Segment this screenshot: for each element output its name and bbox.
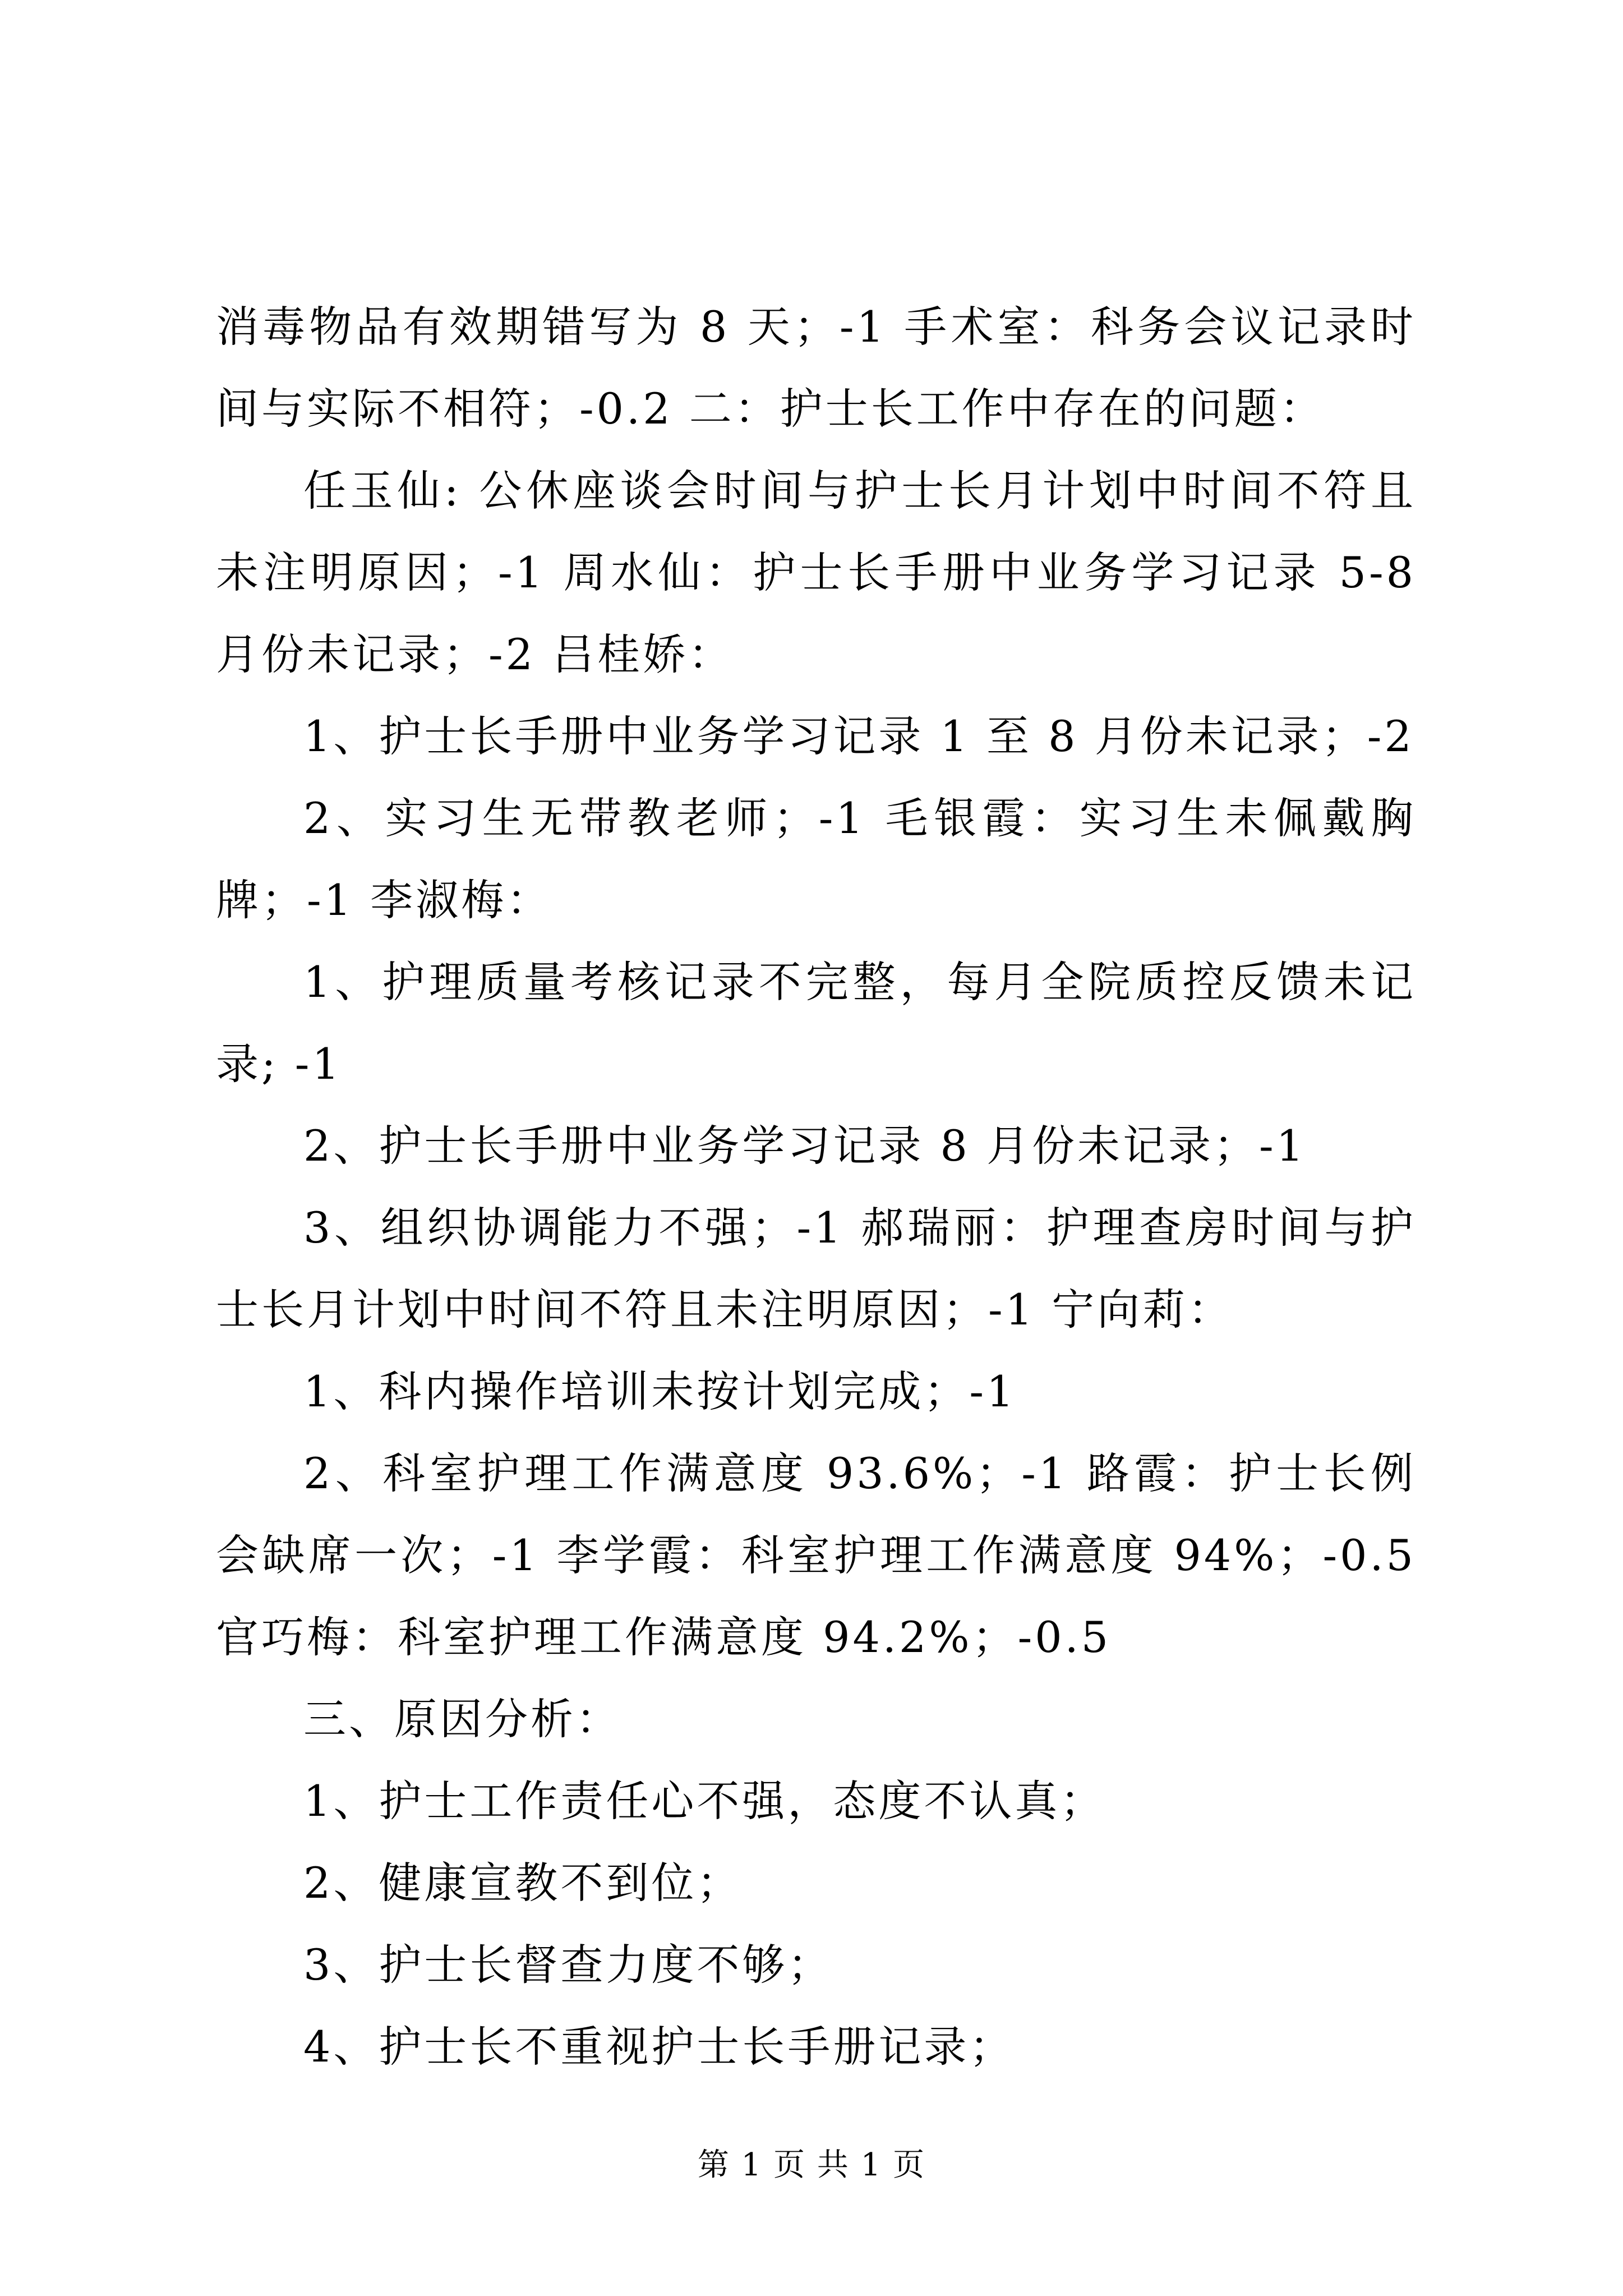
paragraph-1: 消毒物品有效期错写为 8 天；-1 手术室：科务会议记录时间与实际不相符；-0.2 二：护士长工作中存在的问题： (216, 302, 1416, 434)
page-footer: 第 1 页 共 1 页 (697, 2147, 926, 2183)
paragraph-5: 1、护理质量考核记录不完整，每月全院质控反馈未记录; -1 (216, 957, 1416, 1089)
section-heading: 三、原因分析： (303, 1694, 621, 1744)
paragraph-3: 1、护士长手册中业务学习记录 1 至 8 月份未记录；-2 (303, 711, 1414, 761)
paragraph-2: 任玉仙: 公休座谈会时间与护士长月计划中时间不符且未注明原因；-1 周水仙：护士长手册中业务学习记录 5-8 月份未记录；-2 吕桂娇： (216, 466, 1416, 679)
paragraph-11: 1、护士工作责任心不强，态度不认真； (303, 1776, 1106, 1826)
paragraph-14: 4、护士长不重视护士长手册记录； (303, 2022, 1015, 2072)
paragraph-8: 1、科内操作培训未按计划完成；-1 (303, 1366, 1017, 1416)
paragraph-7: 3、组织协调能力不强；-1 郝瑞丽：护理查房时间与护士长月计划中时间不符且未注明原因；-1 宁向莉： (216, 1203, 1416, 1335)
paragraph-9: 2、科室护理工作满意度 93.6%；-1 路霞：护士长例会缺席一次；-1 李学霞：科室护理工作满意度 94%；-0.5 官巧梅：科室护理工作满意度 94.2%；-0.5 (216, 1448, 1416, 1662)
paragraph-13: 3、护士长督查力度不够； (303, 1940, 833, 1990)
paragraph-6: 2、护士长手册中业务学习记录 8 月份未记录；-1 (303, 1121, 1307, 1171)
paragraph-12: 2、健康宣教不到位； (303, 1858, 743, 1908)
paragraph-4: 2、实习生无带教老师；-1 毛银霞：实习生未佩戴胸牌；-1 李淑梅： (216, 793, 1416, 925)
document-body (216, 286, 1416, 2088)
